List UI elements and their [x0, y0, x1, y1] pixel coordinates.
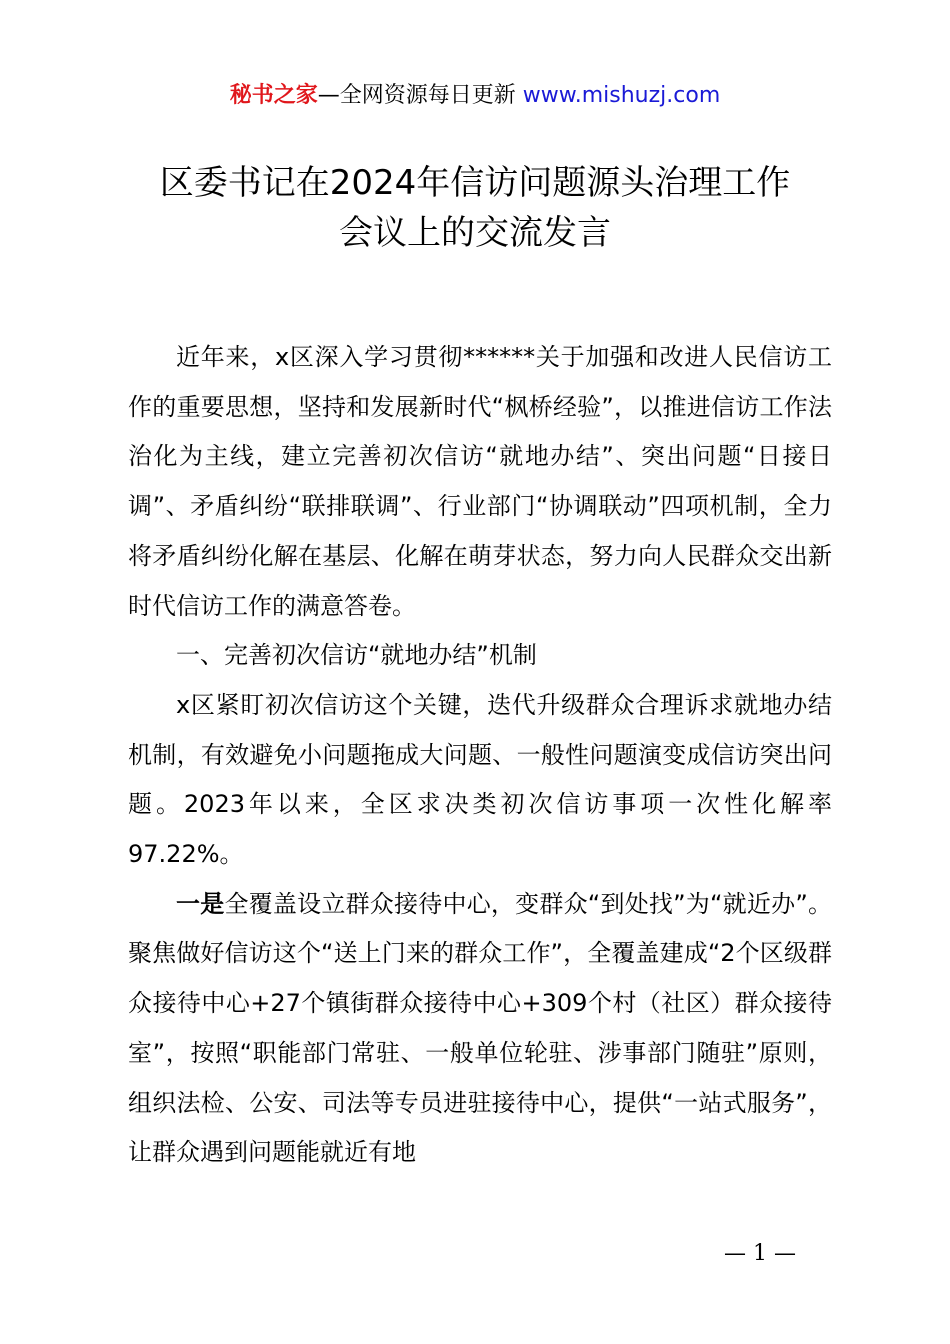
document-body — [128, 333, 832, 1178]
title-line-1: 区委书记在2024年信访问题源头治理工作 — [159, 163, 791, 203]
document-title — [110, 158, 840, 258]
page-number: — 1 — — [724, 1241, 796, 1266]
website-link[interactable]: www.mishuzj.com — [522, 83, 721, 108]
section-1-paragraph: x区紧盯初次信访这个关键，迭代升级群众合理诉求就地办结机制，有效避免小问题拖成大问题、一般性问题演变成信访突出问题。2023年以来，全区求决类初次信访事项一次性化解率97.22%。 — [128, 690, 832, 869]
title-line-2: 会议上的交流发言 — [339, 213, 611, 253]
intro-paragraph: 近年来，x区深入学习贯彻******关于加强和改进人民信访工作的重要思想，坚持和发展新时代“枫桥经验”，以推进信访工作法治化为主线，建立完善初次信访“就地办结”、突出问题“日接日调”、矛盾纠纷“联排联调”、行业部门“协调联动”四项机制，全力将矛盾纠纷化解在基层、化解在萌芽状态，努力向人民群众交出新时代信访工作的满意答卷。 — [128, 343, 832, 620]
section-heading-1: 一、完善初次信访“就地办结”机制 — [176, 641, 537, 670]
point-1-lead: 一是 — [176, 889, 225, 918]
header-banner — [0, 80, 950, 112]
brand-name: 秘书之家 — [229, 83, 318, 108]
point-1-text: 全覆盖设立群众接待中心，变群众“到处找”为“就近办”。聚焦做好信访这个“送上门来的群众工作”，全覆盖建成“2个区级群众接待中心+27个镇街群众接待中心+309个村（社区）群众接待室”，按照“职能部门常驻、一般单位轮驻、涉事部门随驻”原则，组织法检、公安、司法等专员进驻接待中心，提供“一站式服务”，让群众遇到问题能就近有地 — [128, 889, 833, 1167]
banner-tagline: —全网资源每日更新 — [317, 83, 523, 108]
point-1-paragraph — [128, 880, 832, 1178]
